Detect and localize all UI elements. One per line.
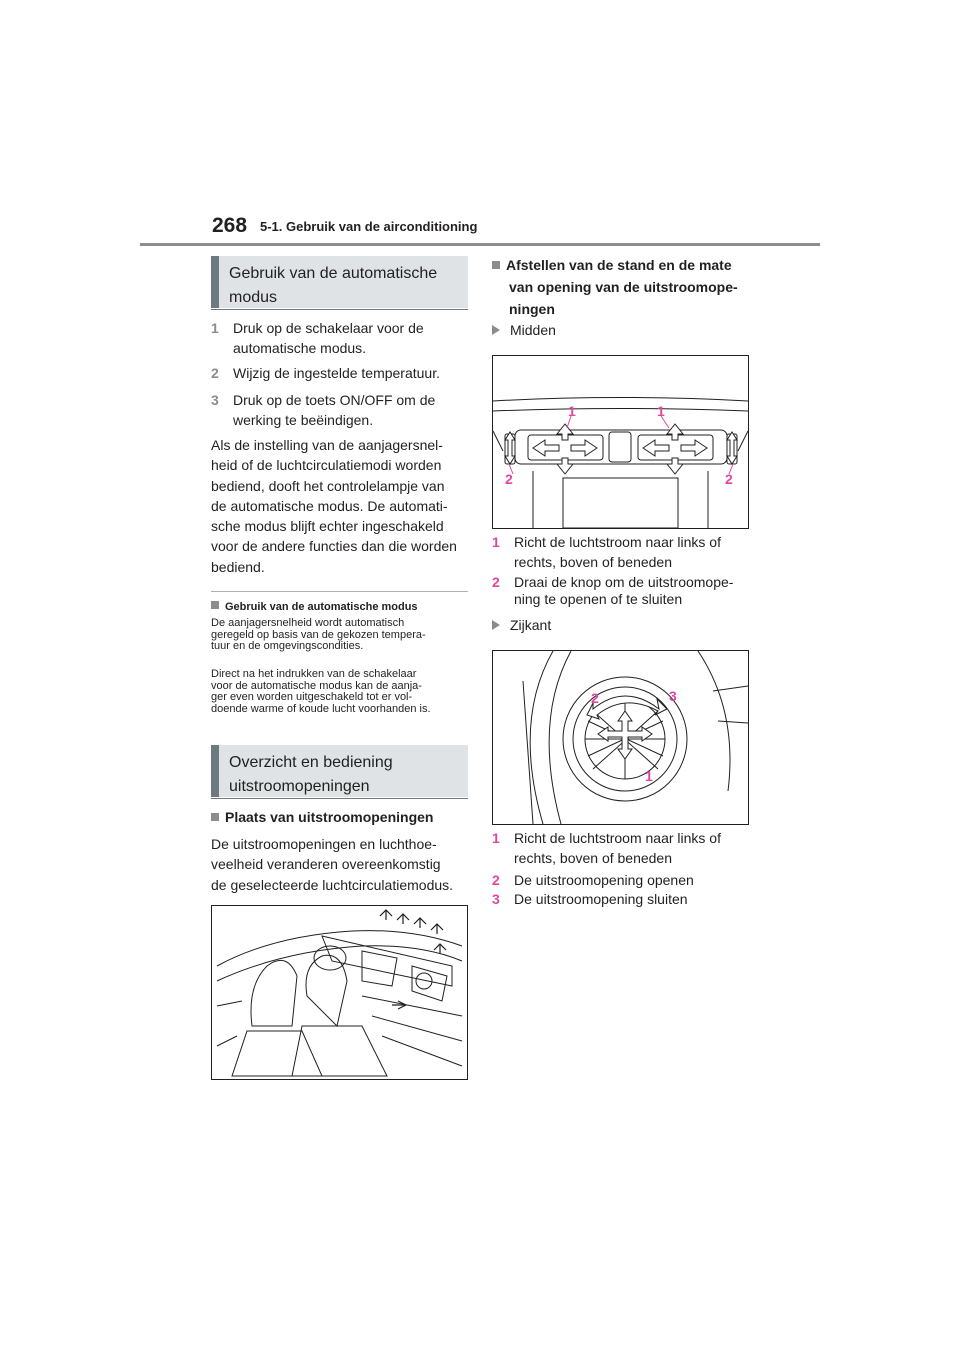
callout-label: 1: [568, 403, 576, 419]
paragraph-line: Als de instelling van de aanjagersnel-: [211, 437, 443, 453]
step-2: [211, 363, 471, 383]
step-number: 2: [492, 574, 500, 590]
callout-label: 2: [505, 471, 513, 487]
step-number: 1: [492, 534, 500, 550]
note-divider: [211, 591, 468, 592]
section-heading-outlets: [211, 745, 468, 797]
paragraph-line: de geselecteerde luchtcirculatiemodus.: [211, 876, 454, 893]
label-text: Midden: [510, 322, 556, 338]
step-text: rechts, boven of beneden: [514, 554, 673, 570]
label-text: Zijkant: [510, 617, 552, 633]
step-1: [211, 318, 471, 358]
step-text: Wijzig de ingestelde temperatuur.: [233, 365, 440, 381]
center-vents-illustration: [492, 355, 749, 529]
callout-label: 2: [725, 471, 733, 487]
page-number: 268: [212, 214, 248, 237]
paragraph-line: heid of de luchtcirculatiemodi worden: [211, 457, 442, 474]
square-bullet-icon: [492, 261, 500, 269]
section-rule: [211, 309, 468, 310]
midden-step-2: [492, 574, 762, 614]
car-interior-illustration: [211, 905, 468, 1080]
section-rule: [211, 798, 468, 799]
subheading-text: Plaats van uitstroomopeningen: [225, 809, 434, 825]
note-line: geregeld op basis van de gekozen tempera-: [211, 628, 426, 641]
step-text: ning te openen of te sluiten: [514, 591, 683, 607]
step-text: Druk op de toets ON/OFF om de: [233, 392, 436, 408]
chapter-title: 5-1. Gebruik van de airconditioning: [260, 219, 478, 234]
note-line: doende warme of koude lucht voorhanden is.: [211, 702, 431, 715]
callout-label: 1: [645, 768, 653, 784]
section-heading-line: Overzicht en bediening: [229, 754, 393, 771]
subheading-outlet-location: [211, 806, 471, 828]
center-vents-drawing: [493, 356, 748, 528]
note-heading-text: Gebruik van de automatische modus: [225, 601, 418, 613]
step-text: Richt de luchtstroom naar links of: [514, 830, 721, 846]
paragraph-line: De uitstroomopeningen en luchthoe-: [211, 836, 437, 852]
heading-adjust-outlets: [492, 254, 762, 320]
step-number: 2: [492, 872, 500, 888]
header-divider: [140, 243, 820, 246]
square-bullet-icon: [211, 601, 219, 609]
heading-line: ningen: [509, 301, 555, 317]
heading-line: van opening van de uitstroomope-: [509, 279, 738, 295]
paragraph-line: veelheid veranderen overeenkomstig: [211, 856, 441, 873]
note-line: De aanjagersnelheid wordt automatisch: [211, 617, 405, 629]
section-heading-line: Gebruik van de automatische: [229, 265, 438, 282]
section-heading-automatic-mode: [211, 256, 468, 308]
callout-label: 2: [591, 690, 599, 706]
callout-label: 3: [669, 688, 677, 704]
triangle-bullet-icon: [492, 620, 500, 630]
section-heading-line: modus: [229, 289, 278, 306]
step-text: rechts, boven of beneden: [514, 850, 673, 866]
midden-step-1: [492, 532, 762, 572]
step-number: 2: [211, 365, 219, 381]
note-line: tuur en de omgevingscondities.: [211, 640, 364, 652]
step-text: De uitstroomopening openen: [514, 872, 694, 888]
step-text: De uitstroomopening sluiten: [514, 891, 688, 907]
car-interior-drawing: [212, 906, 467, 1079]
heading-line: [492, 254, 762, 276]
zijkant-step-1: [492, 828, 762, 868]
paragraph-line: de automatische modus. De automati-: [211, 497, 448, 514]
section-heading-line: uitstroomopeningen: [229, 778, 370, 795]
callout-label: 1: [657, 403, 665, 419]
zijkant-step-3: [492, 889, 762, 909]
zijkant-step-2: [492, 870, 762, 890]
label-zijkant: [492, 615, 692, 635]
paragraph-automatic-mode: [211, 435, 473, 577]
side-vent-drawing: [493, 651, 748, 824]
step-number: 1: [492, 830, 500, 846]
side-vent-illustration: [492, 650, 749, 825]
paragraph-outlets: [211, 834, 473, 895]
triangle-bullet-icon: [492, 325, 500, 335]
note-paragraph-1: [211, 618, 476, 653]
step-number: 3: [211, 392, 219, 408]
step-text: automatische modus.: [233, 340, 367, 356]
note-line: voor de automatische modus kan de aanja-: [211, 679, 422, 692]
paragraph-line: voor de andere functies dan die worden: [211, 538, 457, 555]
label-midden: [492, 320, 692, 340]
square-bullet-icon: [211, 813, 219, 821]
note-paragraph-2: [211, 669, 476, 715]
note-line: Direct na het indrukken van de schakelaar: [211, 668, 417, 680]
note-line: ger even worden uitgeschakeld tot er vol-: [211, 691, 413, 703]
paragraph-line: sche modus blijft echter ingeschakeld: [211, 518, 444, 535]
step-text: werking te beëindigen.: [233, 412, 374, 428]
step-text: Druk op de schakelaar voor de: [233, 320, 424, 336]
step-text: Draai de knop om de uitstroomope-: [514, 574, 734, 590]
step-text: Richt de luchtstroom naar links of: [514, 534, 721, 550]
step-3: [211, 390, 471, 430]
step-number: 3: [492, 891, 500, 907]
step-number: 1: [211, 320, 219, 336]
note-heading: [211, 601, 471, 613]
paragraph-line: bediend, dooft het controlelampje van: [211, 477, 445, 494]
heading-text: Afstellen van de stand en de mate: [506, 257, 732, 273]
paragraph-line: bediend.: [211, 558, 265, 575]
